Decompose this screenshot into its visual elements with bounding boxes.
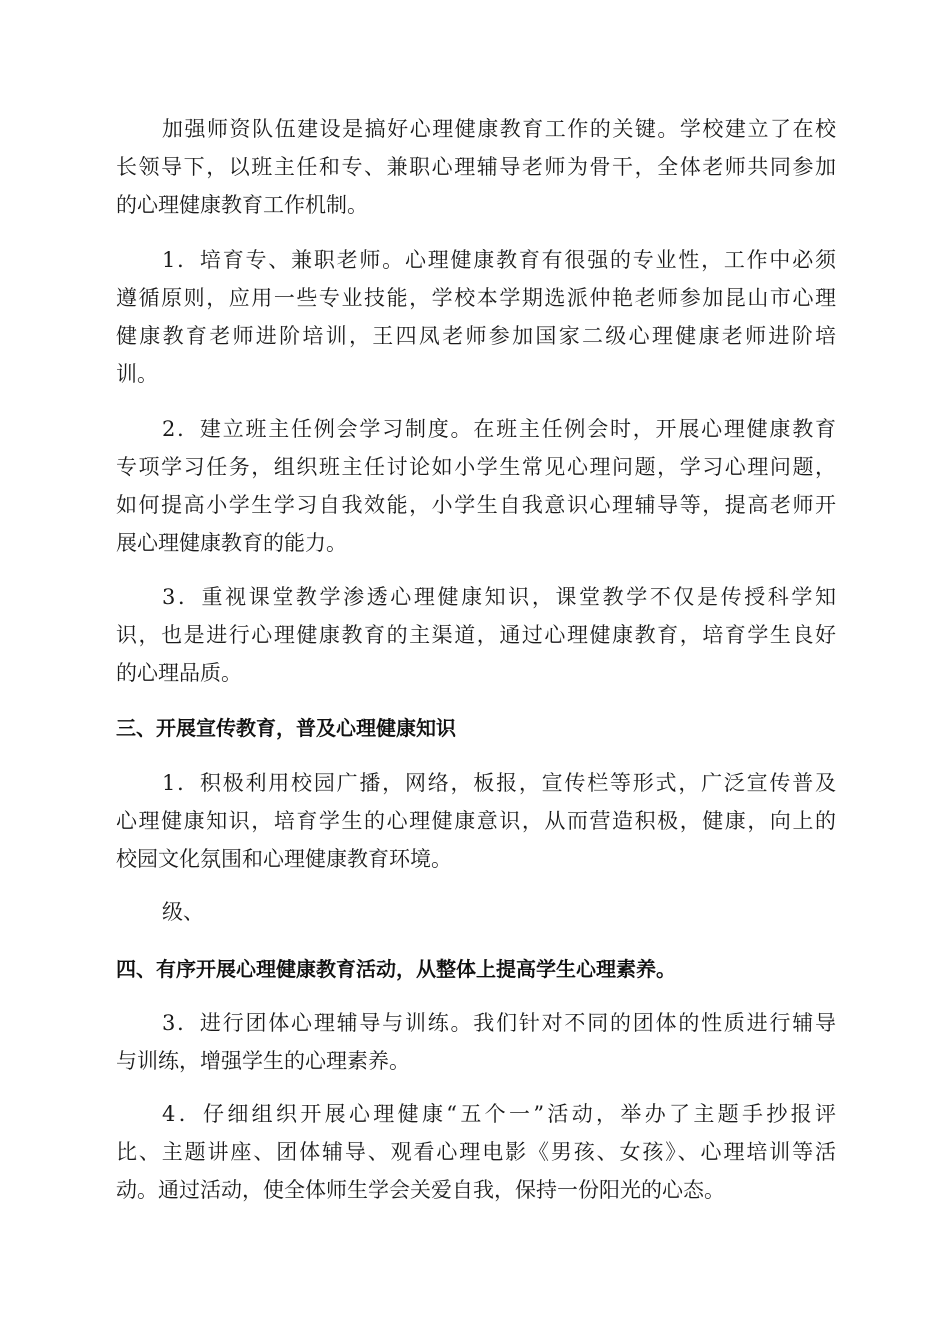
text-line: 与训练，增强学生的心理素养。 bbox=[116, 1049, 410, 1073]
paragraph-fragment bbox=[116, 893, 836, 931]
text-line: 比、主题讲座、团体辅导、观看心理电影《男孩、女孩》、心理培训等活 bbox=[116, 1140, 836, 1164]
text-line: 2．建立班主任例会学习制度。在班主任例会时，开展心理健康教育 bbox=[162, 417, 836, 441]
paragraph-item-3-classroom bbox=[116, 578, 836, 692]
text-line: 遵循原则，应用一些专业技能，学校本学期选派仲艳老师参加昆山市心理 bbox=[116, 286, 836, 310]
text-line: 4．仔细组织开展心理健康“五个一”活动，举办了主题手抄报评 bbox=[162, 1102, 836, 1126]
text-line: 识，也是进行心理健康教育的主渠道，通过心理健康教育，培育学生良好 bbox=[116, 623, 836, 647]
text-line: 校园文化氛围和心理健康教育环境。 bbox=[116, 847, 452, 871]
text-line: 3．进行团体心理辅导与训练。我们针对不同的团体的性质进行辅导 bbox=[162, 1011, 836, 1035]
text-line: 的心理品质。 bbox=[116, 661, 242, 685]
paragraph-five-activities bbox=[116, 1095, 836, 1209]
section-heading-3: 三、开展宣传教育，普及心理健康知识 bbox=[116, 716, 456, 740]
paragraph-group-counseling bbox=[116, 1004, 836, 1080]
text-line: 级、 bbox=[162, 900, 204, 924]
text-line: 3．重视课堂教学渗透心理健康知识，课堂教学不仅是传授科学知 bbox=[162, 585, 836, 609]
text-line: 如何提高小学生学习自我效能，小学生自我意识心理辅导等，提高老师开 bbox=[116, 493, 836, 517]
text-line: 专项学习任务，组织班主任讨论如小学生常见心理问题，学习心理问题， bbox=[116, 455, 836, 479]
text-line: 加强师资队伍建设是搞好心理健康教育工作的关键。学校建立了在校 bbox=[162, 117, 836, 141]
paragraph-item-1-teacher-training bbox=[116, 241, 836, 393]
text-line: 1．培育专、兼职老师。心理健康教育有很强的专业性，工作中必须 bbox=[162, 248, 836, 272]
text-line: 动。通过活动，使全体师生学会关爱自我，保持一份阳光的心态。 bbox=[116, 1178, 725, 1202]
text-line: 健康教育老师进阶培训，王四凤老师参加国家二级心理健康老师进阶培 bbox=[116, 324, 836, 348]
paragraph-item-2-meeting-system bbox=[116, 410, 836, 562]
text-line: 1．积极利用校园广播，网络，板报，宣传栏等形式，广泛宣传普及 bbox=[162, 771, 836, 795]
section-heading-4: 四、有序开展心理健康教育活动，从整体上提高学生心理素养。 bbox=[116, 957, 676, 981]
text-line: 长领导下，以班主任和专、兼职心理辅导老师为骨干，全体老师共同参加 bbox=[116, 155, 836, 179]
paragraph-publicity bbox=[116, 764, 836, 878]
text-line: 训。 bbox=[116, 362, 158, 386]
text-line: 的心理健康教育工作机制。 bbox=[116, 193, 368, 217]
text-line: 心理健康知识，培育学生的心理健康意识，从而营造积极，健康，向上的 bbox=[116, 809, 836, 833]
text-line: 展心理健康教育的能力。 bbox=[116, 531, 347, 555]
paragraph-teacher-team bbox=[116, 110, 836, 224]
